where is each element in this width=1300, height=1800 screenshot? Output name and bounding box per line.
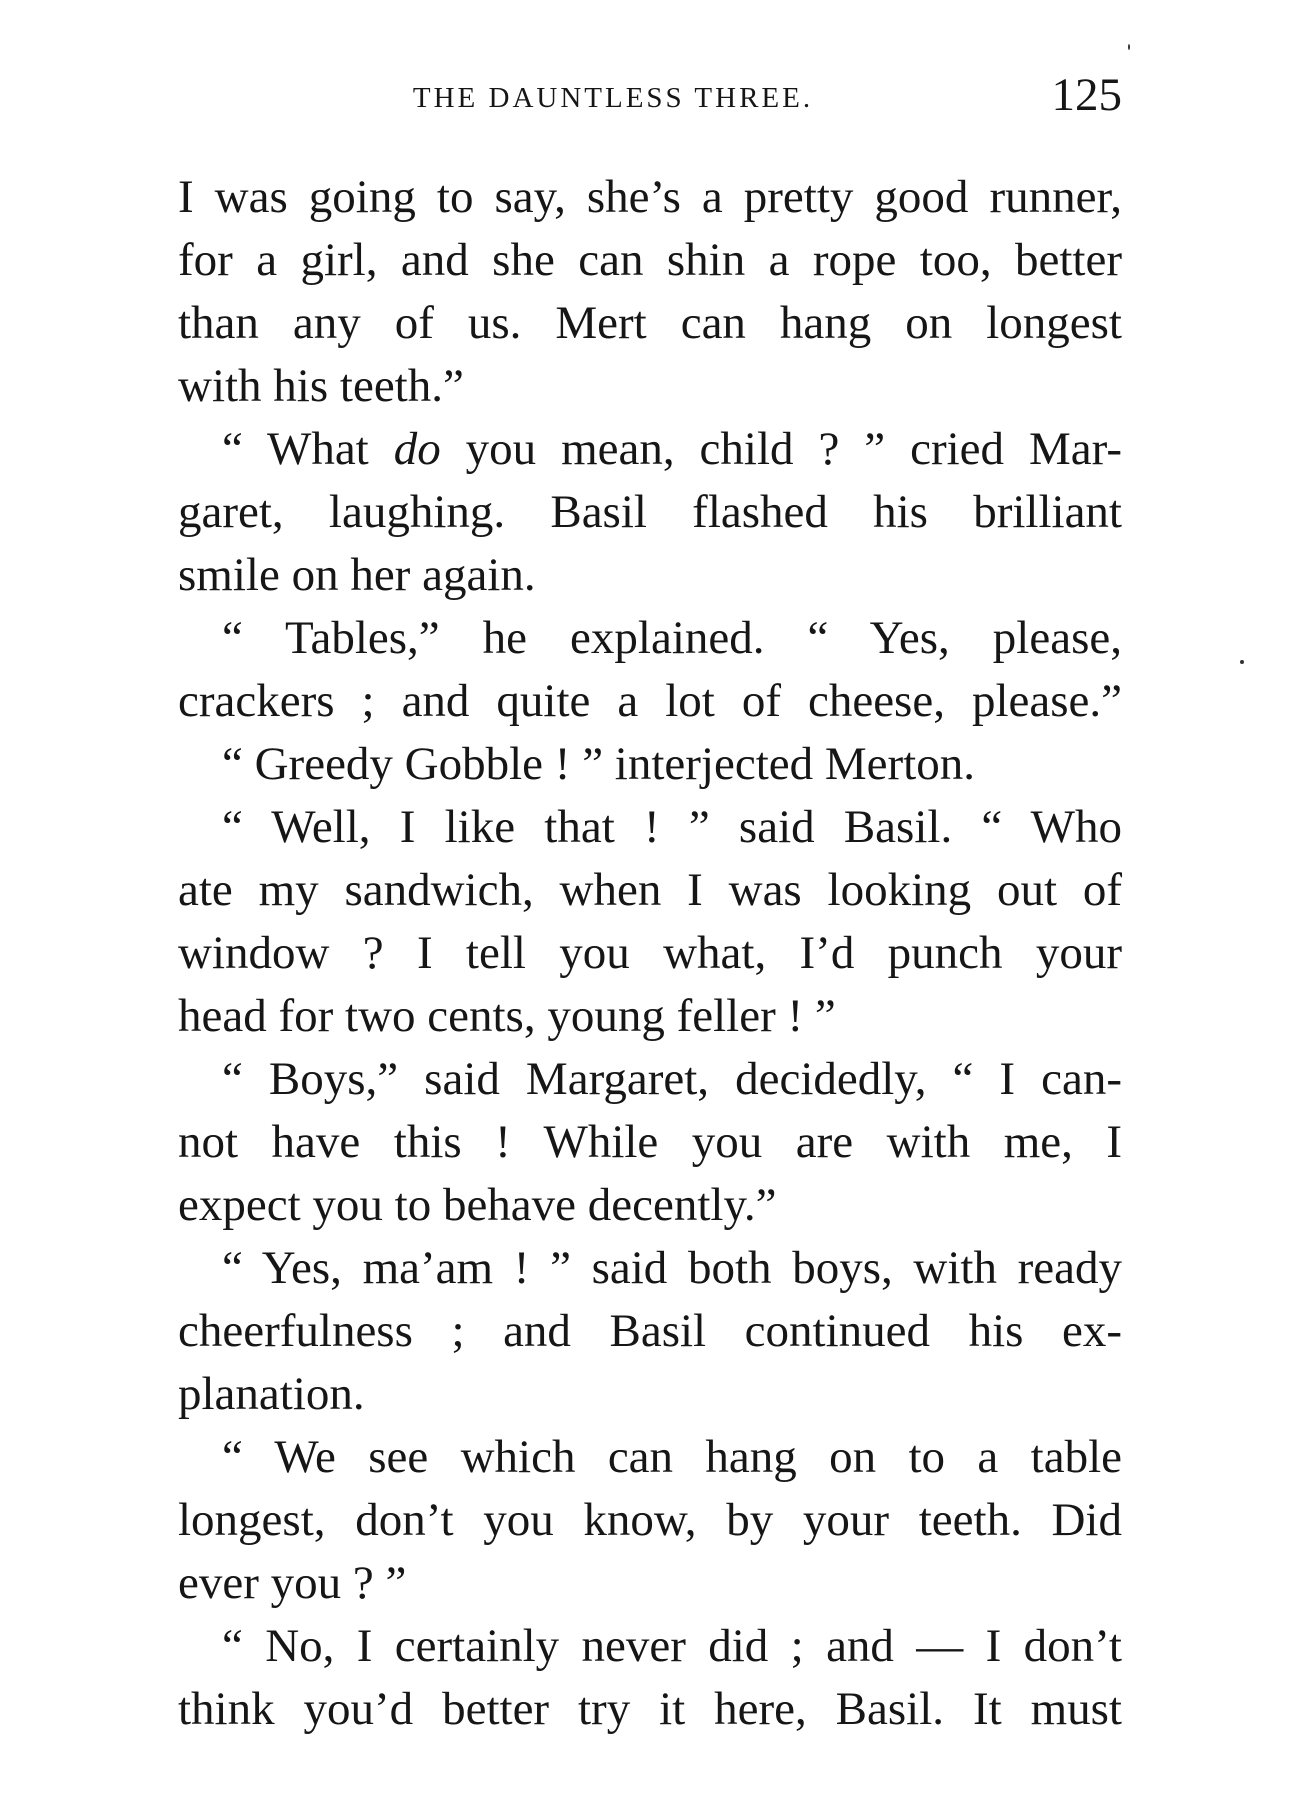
text-line: expect you to behave decently.” xyxy=(178,1179,777,1231)
text-line: cheerfulness ; and Basil continued his ex- xyxy=(178,1305,1122,1357)
text-line: ever you ? ” xyxy=(178,1557,407,1609)
text-line: “ Boys,” said Margaret, decidedly, “ I can- xyxy=(222,1053,1122,1105)
text-line: garet, laughing. Basil flashed his brilliant xyxy=(178,486,1122,538)
text-line: “ Tables,” he explained. “ Yes, please, xyxy=(222,612,1122,664)
emphasis-word: do xyxy=(393,423,441,475)
text-line: “ Yes, ma’am ! ” said both boys, with ready xyxy=(222,1242,1122,1294)
text-line: not have this ! While you are with me, I xyxy=(178,1116,1122,1168)
text-line: for a girl, and she can shin a rope too, better xyxy=(178,234,1122,286)
text-line: window ? I tell you what, I’d punch your xyxy=(178,927,1122,979)
page-number: 125 xyxy=(1051,69,1122,121)
paper-speck xyxy=(1128,44,1130,50)
text-line: planation. xyxy=(178,1368,365,1420)
text-line: “ Well, I like that ! ” said Basil. “ Who xyxy=(222,801,1122,853)
text-line: crackers ; and quite a lot of cheese, please.” xyxy=(178,675,1122,727)
text-line: than any of us. Mert can hang on longest xyxy=(178,297,1122,349)
paper-speck xyxy=(1240,660,1244,664)
text-line-segment: you mean, child ? ” cried Mar- xyxy=(440,423,1122,475)
running-head xyxy=(178,68,1122,128)
text-line: “ Greedy Gobble ! ” interjected Merton. xyxy=(222,738,975,790)
text-line: head for two cents, young feller ! ” xyxy=(178,990,836,1042)
text-line: think you’d better try it here, Basil. It must xyxy=(178,1683,1122,1735)
body-text xyxy=(178,166,1122,1741)
text-line: “ No, I certainly never did ; and — I don’t xyxy=(222,1620,1122,1672)
text-line: smile on her again. xyxy=(178,549,536,601)
text-line: ate my sandwich, when I was looking out of xyxy=(178,864,1122,916)
running-head-title: THE DAUNTLESS THREE. xyxy=(412,82,814,114)
text-line: I was going to say, she’s a pretty good runner, xyxy=(178,171,1122,223)
text-line-segment: “ What xyxy=(222,423,394,475)
text-line: with his teeth.” xyxy=(178,360,464,412)
text-line xyxy=(178,418,1122,481)
text-line: longest, don’t you know, by your teeth. Did xyxy=(178,1494,1122,1546)
text-line: “ We see which can hang on to a table xyxy=(222,1431,1122,1483)
